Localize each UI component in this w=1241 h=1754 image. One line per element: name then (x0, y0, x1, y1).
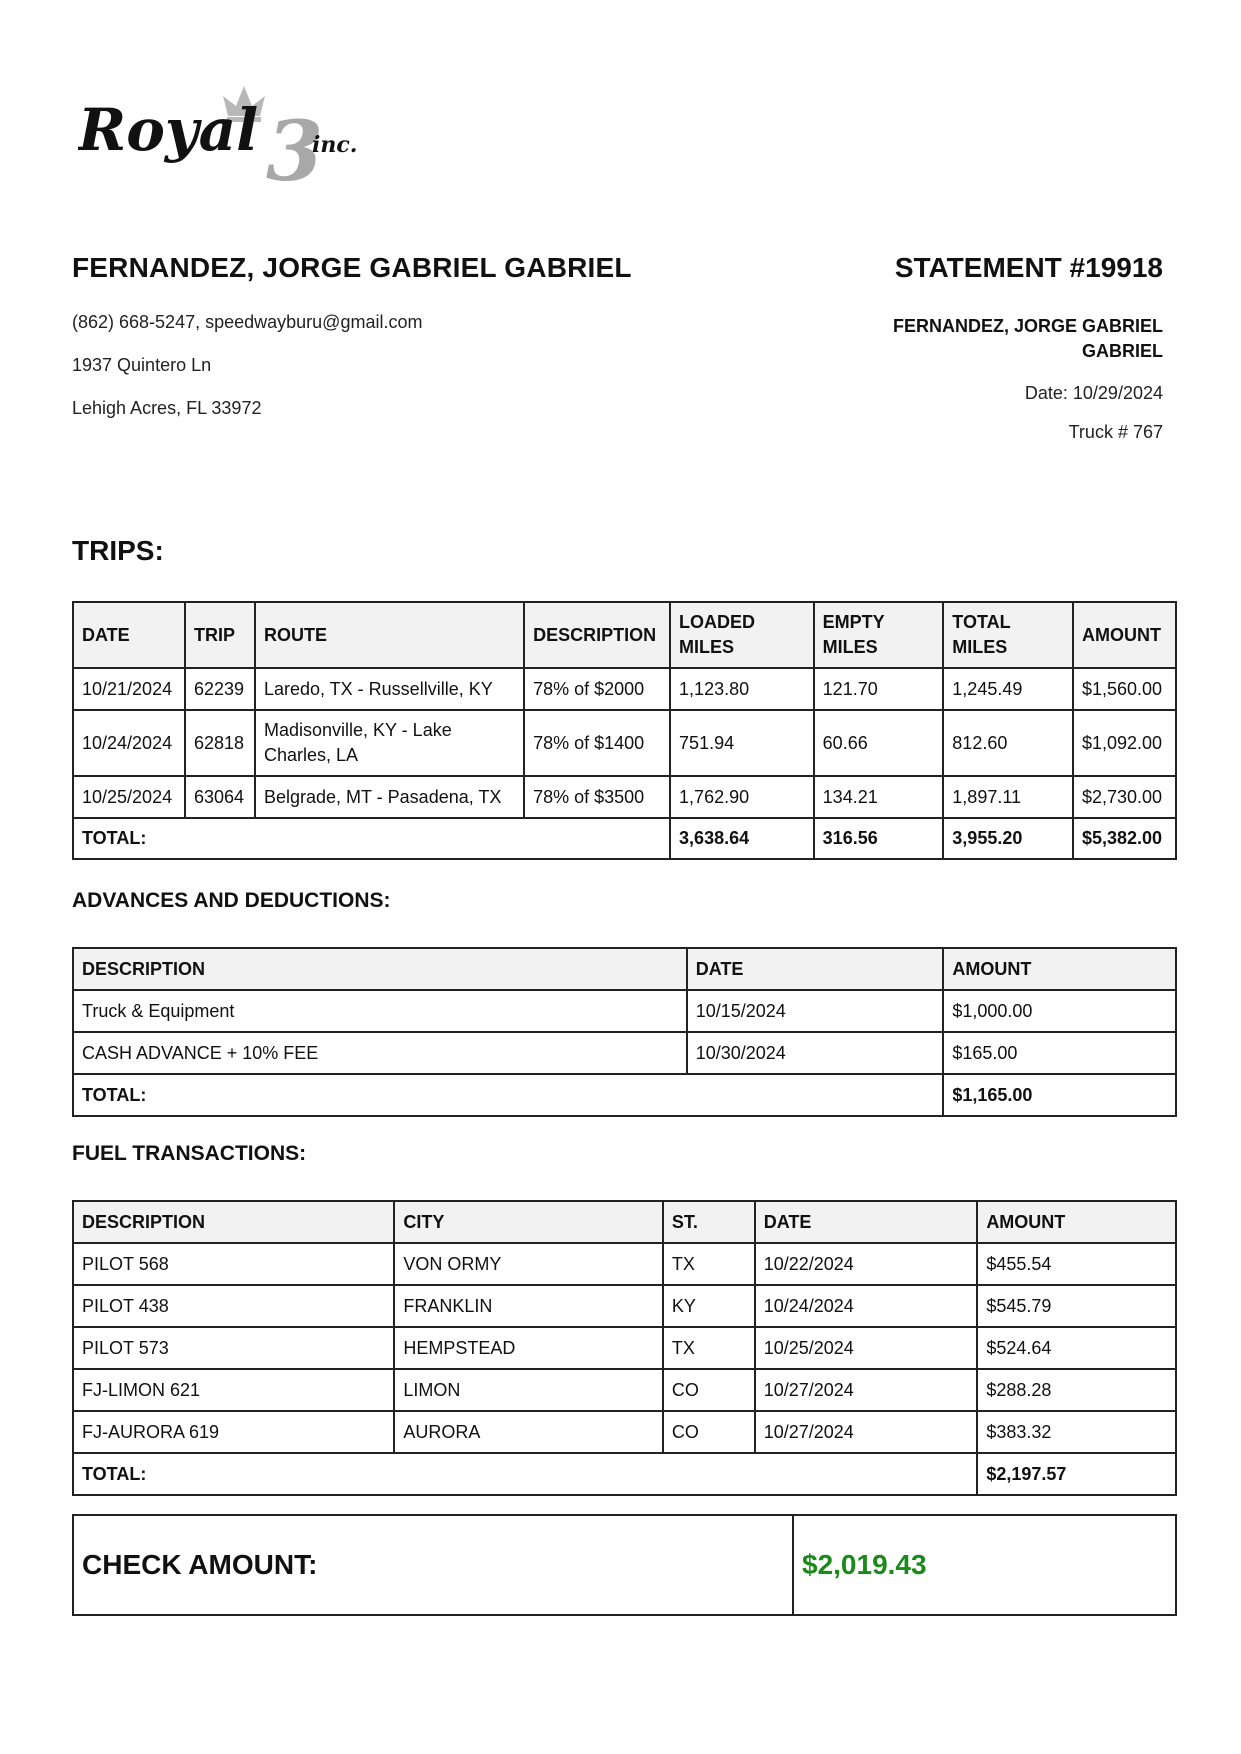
fuel-state: CO (663, 1369, 755, 1411)
trips-col-total-miles: TOTAL MILES (943, 602, 1073, 668)
statement-truck: Truck # 767 (1068, 422, 1163, 442)
fuel-city: HEMPSTEAD (394, 1327, 663, 1369)
table-row (73, 1369, 1176, 1411)
table-row (73, 776, 1176, 818)
trip-number: 62818 (185, 710, 255, 776)
fuel-table (72, 1200, 1177, 1496)
advances-header-row (73, 948, 1176, 990)
fuel-total-row (73, 1453, 1176, 1495)
table-row (73, 668, 1176, 710)
fuel-total-amount: $2,197.57 (977, 1453, 1176, 1495)
table-row (73, 1411, 1176, 1453)
trips-col-amount: AMOUNT (1073, 602, 1176, 668)
fuel-city: LIMON (394, 1369, 663, 1411)
fuel-total-label: TOTAL: (73, 1453, 977, 1495)
fuel-city: FRANKLIN (394, 1285, 663, 1327)
fuel-amount: $524.64 (977, 1327, 1176, 1369)
fuel-date: 10/27/2024 (755, 1411, 978, 1453)
driver-name: FERNANDEZ, JORGE GABRIEL GABRIEL (72, 252, 632, 283)
trip-description: 78% of $3500 (524, 776, 670, 818)
check-amount-value: $2,019.43 (802, 1549, 927, 1580)
advances-col-amount: AMOUNT (943, 948, 1176, 990)
trips-col-empty-miles: EMPTY MILES (814, 602, 944, 668)
fuel-col-state: ST. (663, 1201, 755, 1243)
advance-amount: $165.00 (943, 1032, 1176, 1074)
table-row (73, 1285, 1176, 1327)
fuel-description: PILOT 438 (73, 1285, 394, 1327)
table-row (73, 1327, 1176, 1369)
statement-driver-name-line1: FERNANDEZ, JORGE GABRIEL (892, 316, 1163, 336)
fuel-date: 10/27/2024 (755, 1369, 978, 1411)
trip-description: 78% of $1400 (524, 710, 670, 776)
advances-table (72, 947, 1177, 1117)
trip-number: 63064 (185, 776, 255, 818)
trip-total-miles: 1,245.49 (943, 668, 1073, 710)
advances-total-row (73, 1074, 1176, 1116)
trip-total-miles: 1,897.11 (943, 776, 1073, 818)
trip-empty-miles: 60.66 (814, 710, 944, 776)
trips-total-miles: 3,955.20 (943, 818, 1073, 859)
fuel-col-city: CITY (394, 1201, 663, 1243)
table-row (73, 1243, 1176, 1285)
advances-total-label: TOTAL: (73, 1074, 943, 1116)
trip-amount: $2,730.00 (1073, 776, 1176, 818)
trips-col-trip: TRIP (185, 602, 255, 668)
advance-description: Truck & Equipment (73, 990, 687, 1032)
fuel-col-date: DATE (755, 1201, 978, 1243)
table-row (73, 990, 1176, 1032)
trip-empty-miles: 134.21 (814, 776, 944, 818)
check-amount-box (72, 1514, 1177, 1616)
fuel-date: 10/22/2024 (755, 1243, 978, 1285)
logo-suffix: inc. (312, 132, 358, 158)
table-row (73, 710, 1176, 776)
logo-wordmark: Royal (78, 96, 259, 164)
trips-col-description: DESCRIPTION (524, 602, 670, 668)
trips-total-empty: 316.56 (814, 818, 944, 859)
logo-numeral: 3 (266, 104, 324, 193)
statement-info (703, 252, 1163, 443)
fuel-state: TX (663, 1327, 755, 1369)
check-amount-label: CHECK AMOUNT: (74, 1516, 794, 1614)
fuel-amount: $288.28 (977, 1369, 1176, 1411)
driver-contact: (862) 668-5247, speedwayburu@gmail.com (72, 312, 423, 332)
advances-total-amount: $1,165.00 (943, 1074, 1176, 1116)
fuel-col-amount: AMOUNT (977, 1201, 1176, 1243)
trip-total-miles: 812.60 (943, 710, 1073, 776)
royal3-logo-graphic (78, 78, 388, 193)
trips-col-date: DATE (73, 602, 185, 668)
statement-title: STATEMENT #19918 (894, 252, 1163, 283)
trip-loaded-miles: 751.94 (670, 710, 814, 776)
trips-table (72, 601, 1177, 860)
table-row (73, 1032, 1176, 1074)
advances-heading: ADVANCES AND DEDUCTIONS: (72, 889, 391, 912)
trip-amount: $1,560.00 (1073, 668, 1176, 710)
statement-driver-name (703, 314, 1163, 364)
driver-address-line2: Lehigh Acres, FL 33972 (72, 398, 262, 418)
trip-route: Laredo, TX - Russellville, KY (255, 668, 524, 710)
fuel-description: PILOT 573 (73, 1327, 394, 1369)
trip-loaded-miles: 1,762.90 (670, 776, 814, 818)
fuel-state: KY (663, 1285, 755, 1327)
trip-date: 10/24/2024 (73, 710, 185, 776)
trip-amount: $1,092.00 (1073, 710, 1176, 776)
fuel-description: FJ-LIMON 621 (73, 1369, 394, 1411)
fuel-city: AURORA (394, 1411, 663, 1453)
fuel-date: 10/24/2024 (755, 1285, 978, 1327)
fuel-header-row (73, 1201, 1176, 1243)
trips-total-amount: $5,382.00 (1073, 818, 1176, 859)
statement-date: Date: 10/29/2024 (1024, 383, 1163, 403)
trips-col-route: ROUTE (255, 602, 524, 668)
driver-address-line1: 1937 Quintero Ln (72, 355, 212, 375)
trip-route: Belgrade, MT - Pasadena, TX (255, 776, 524, 818)
advance-description: CASH ADVANCE + 10% FEE (73, 1032, 687, 1074)
fuel-heading: FUEL TRANSACTIONS: (72, 1142, 307, 1165)
fuel-amount: $545.79 (977, 1285, 1176, 1327)
trip-description: 78% of $2000 (524, 668, 670, 710)
trip-empty-miles: 121.70 (814, 668, 944, 710)
trip-date: 10/25/2024 (73, 776, 185, 818)
fuel-state: TX (663, 1243, 755, 1285)
trip-number: 62239 (185, 668, 255, 710)
advance-date: 10/30/2024 (687, 1032, 944, 1074)
statement-driver-name-line2: GABRIEL (1082, 341, 1163, 361)
advance-date: 10/15/2024 (687, 990, 944, 1032)
advance-amount: $1,000.00 (943, 990, 1176, 1032)
company-logo (78, 78, 388, 193)
fuel-date: 10/25/2024 (755, 1327, 978, 1369)
fuel-col-description: DESCRIPTION (73, 1201, 394, 1243)
trips-total-label: TOTAL: (73, 818, 670, 859)
trip-loaded-miles: 1,123.80 (670, 668, 814, 710)
trips-total-loaded: 3,638.64 (670, 818, 814, 859)
fuel-amount: $383.32 (977, 1411, 1176, 1453)
trips-col-loaded-miles: LOADED MILES (670, 602, 814, 668)
fuel-description: PILOT 568 (73, 1243, 394, 1285)
advances-col-description: DESCRIPTION (73, 948, 687, 990)
trip-route: Madisonville, KY - Lake Charles, LA (255, 710, 524, 776)
fuel-state: CO (663, 1411, 755, 1453)
trips-total-row (73, 818, 1176, 859)
fuel-city: VON ORMY (394, 1243, 663, 1285)
trips-heading: TRIPS: (72, 535, 164, 566)
trips-header-row (73, 602, 1176, 668)
advances-col-date: DATE (687, 948, 944, 990)
fuel-description: FJ-AURORA 619 (73, 1411, 394, 1453)
trip-date: 10/21/2024 (73, 668, 185, 710)
fuel-amount: $455.54 (977, 1243, 1176, 1285)
